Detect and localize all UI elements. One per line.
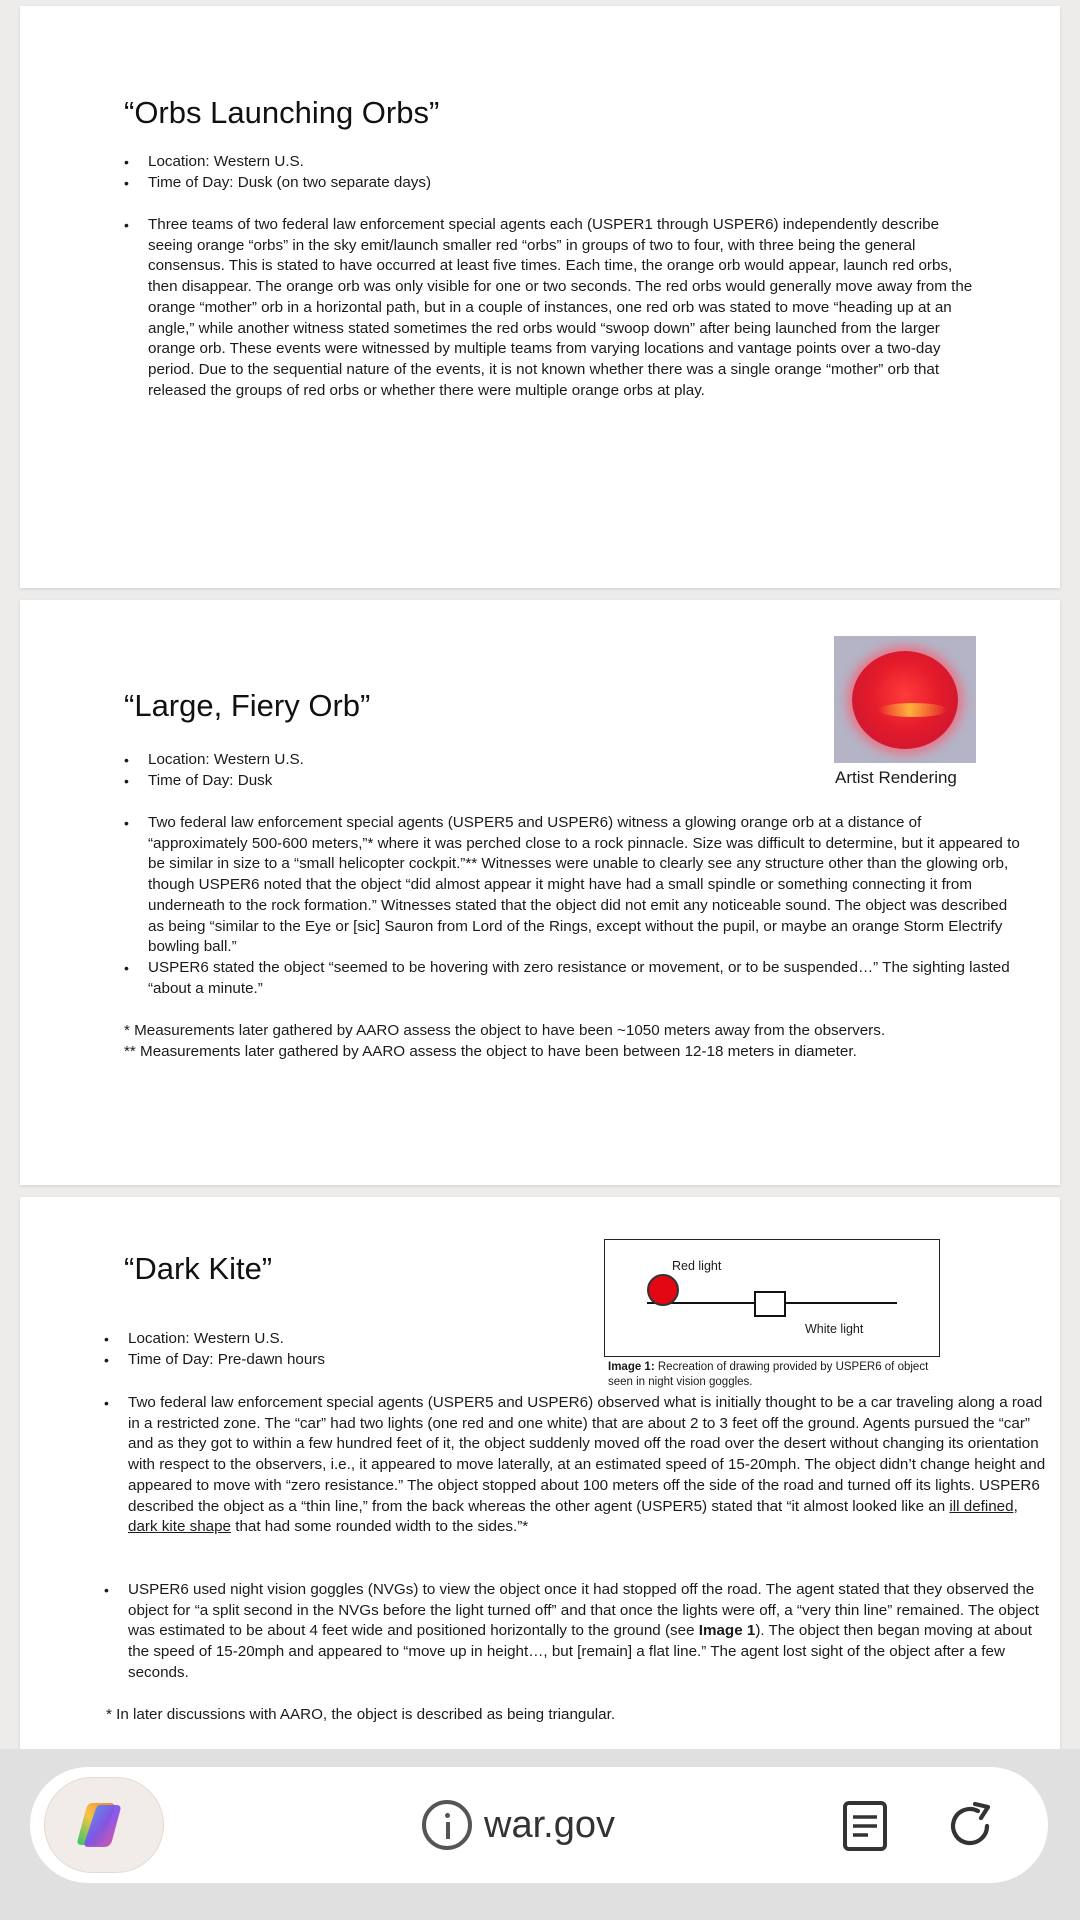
red-light-icon xyxy=(648,1275,678,1305)
slide-body-list xyxy=(124,215,984,401)
slide-title: “Dark Kite” xyxy=(124,1251,273,1286)
slide-dark-kite xyxy=(20,1197,1060,1757)
slide-large-fiery-orb xyxy=(20,600,1060,1185)
copilot-icon xyxy=(74,1795,134,1855)
body-paragraph: • Two federal law enforcement special agents (USPER5 and USPER6) observed what is initially thought to be a car traveling along a road in a restricted zone. The “car” had two lights (one red and one white) that are about 2 to 3 feet off the ground. Agents pursued the “car” and as they got to within a few hundred feet of it, the object suddenly moved off the road over the desert without changing its orientation with respect to the observers, i.e., it appeared to move laterally, at an estimated speed of 15-20mph. The object didn’t change height and appeared to move with “zero resistance.” The object stopped about 100 meters off the side of the road and turned off its lights. USPER6 described the object as a “thin line,” from the back whereas the other agent (USPER5) stated that “it almost looked like an ill defined, dark kite shape that had some rounded width to the sides.”* xyxy=(104,1393,1049,1538)
body-paragraph: • USPER6 used night vision goggles (NVGs) to view the object once it had stopped off the road. The agent stated that they observed the object for “a split second in the NVGs before the light turned off” and that once the lights were off, a “very thin line” remained. The object was estimated to be about 4 feet wide and positioned horizontally to the ground (see Image 1). The object then began moving at about the speed of 15-20mph and appeared to “move up in height…, but [remain] a flat line.” The agent lost sight of the object after a few seconds. xyxy=(104,1580,1049,1684)
location-item: • Location: Western U.S. xyxy=(124,750,824,771)
url-display[interactable] xyxy=(422,1797,615,1853)
time-of-day-item: • Time of Day: Pre-dawn hours xyxy=(104,1350,584,1371)
location-item: • Location: Western U.S. xyxy=(104,1329,584,1350)
slide-body-list xyxy=(104,1393,1049,1538)
reader-mode-button[interactable] xyxy=(842,1800,888,1852)
slide-body-list xyxy=(124,813,1024,999)
slide-orbs-launching-orbs xyxy=(20,6,1060,588)
body-paragraph: • Two federal law enforcement special agents (USPER5 and USPER6) witness a glowing orange orb at a distance of “approximately 500-600 meters,”* where it was perched close to a rock pinnacle. Size was difficult to determine, but it appeared to be similar in size to a “small helicopter cockpit.”** Witnesses were unable to clearly see any structure other than the glowing orb, though USPER6 noted that the object “did almost appear it might have had a small spindle or something connecting it from underneath to the rock formation.” Witnesses stated that the object did not emit any noticeable sound. The object was described as being “similar to the Eye or [sic] Sauron from Lord of the Rings, except without the pupil, or maybe an orange Storm Electrify bowling ball.” xyxy=(124,813,1024,958)
kite-diagram xyxy=(605,1240,938,1355)
slide-body-list xyxy=(104,1580,1049,1684)
red-light-label: Red light xyxy=(672,1259,722,1273)
footnote: * In later discussions with AARO, the object is described as being triangular. xyxy=(106,1706,616,1723)
slide-title: “Orbs Launching Orbs” xyxy=(124,95,440,130)
slide-meta-list xyxy=(124,152,1004,193)
figure-caption: Image 1: Recreation of drawing provided by USPER6 of object seen in night vision goggles. xyxy=(608,1361,929,1388)
slide-title: “Large, Fiery Orb” xyxy=(124,688,371,723)
dark-kite-drawing xyxy=(604,1239,940,1357)
reload-icon xyxy=(945,1801,995,1851)
reload-button[interactable] xyxy=(945,1801,995,1851)
copilot-button[interactable] xyxy=(44,1777,164,1873)
slide-meta-list xyxy=(104,1329,584,1370)
reader-mode-icon xyxy=(842,1800,888,1852)
time-of-day-item: • Time of Day: Dusk (on two separate days) xyxy=(124,173,1004,194)
footnote: * Measurements later gathered by AARO assess the object to have been ~1050 meters away from the observers. xyxy=(124,1022,886,1039)
browser-bottom-bar xyxy=(0,1749,1080,1920)
body-paragraph: • USPER6 stated the object “seemed to be hovering with zero resistance or movement, or to be suspended…” The sighting lasted “about a minute.” xyxy=(124,958,1024,999)
info-icon[interactable] xyxy=(422,1800,472,1850)
address-bar[interactable] xyxy=(30,1767,1048,1883)
time-of-day-item: • Time of Day: Dusk xyxy=(124,771,824,792)
image-caption: Artist Rendering xyxy=(835,768,957,787)
orb-illustration xyxy=(852,651,958,749)
footnote: ** Measurements later gathered by AARO assess the object to have been between 12-18 meters in diameter. xyxy=(124,1043,857,1060)
url-text[interactable]: war.gov xyxy=(484,1803,615,1846)
location-item: • Location: Western U.S. xyxy=(124,152,1004,173)
slide-meta-list xyxy=(124,750,824,791)
body-paragraph: • Three teams of two federal law enforcement special agents each (USPER1 through USPER6) independently describe seeing orange “orbs” in the sky emit/launch smaller red “orbs” in groups of two to four, with three being the general consensus. This is stated to have occurred at least five times. Each time, the orange orb would appear, launch red orbs, then disappear. The orange orb was only visible for one or two seconds. The red orbs would generally move away from the orange “mother” orb in a horizontal path, but in a couple of instances, one red orb was stated to move “heading up at an angle,” while another witness stated sometimes the red orbs would “swoop down” after being launched from the larger orange orb. These events were witnessed by multiple teams from varying locations and vantage points over a two-day period. Due to the sequential nature of the events, it is not known whether there was a single orange “mother” orb that released the groups of red orbs or whether there were multiple orange orbs at play. xyxy=(124,215,984,401)
white-light-icon xyxy=(755,1292,785,1316)
artist-rendering-image xyxy=(834,636,976,763)
white-light-label: White light xyxy=(805,1322,864,1336)
